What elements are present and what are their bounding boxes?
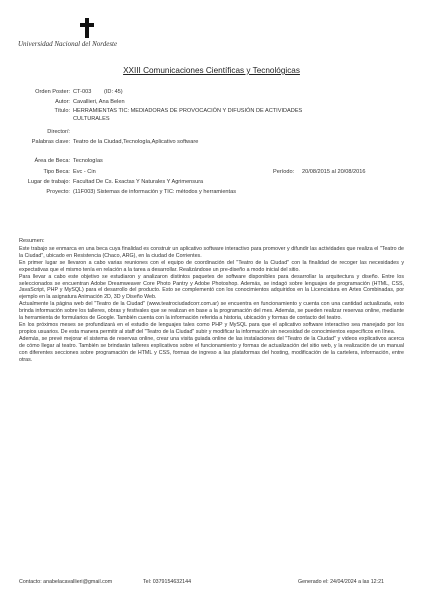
label-palabras-clave: Palabras clave:	[31, 139, 70, 145]
value-palabras-clave: Teatro de la Ciudad,Tecnología,Aplicativo software	[73, 139, 199, 145]
label-autor: Autor:	[55, 99, 70, 105]
university-header	[18, 18, 238, 58]
label-periodo: Período:	[273, 169, 295, 175]
field-orden	[0, 89, 423, 96]
abstract-paragraph: Para llevar a cabo este objetivo se estudiaron y analizaron distintos paquetes de software disponibles para desarrollar la arquitectura y diseño. Entre los seleccionados se encuentran Adobe Dreamweaver Core Photo Pantry y Adobe Photoshop. Además, se indagó sobre lenguajes de programación (HTML, CSS, JavaScript, PHP y MySQL) para el desarrollo del producto. Esto se complementó con los conocimientos adquiridos en la Licenciatura en Artes Combinadas, por ejemplo en la asignatura Animación 2D, 3D y Diseño Web.	[19, 273, 404, 301]
university-name: Universidad Nacional del Nordeste	[18, 40, 118, 48]
abstract-paragraph: En los próximos meses se profundizará en el estudio de lenguajes tales como PHP y MySQL para que el aplicativo software interactivo sea manejado por los propios usuarios. De esta manera permitir al staff del "Teatro de la Ciudad" subir y modificar la información sin necesidad de conocimientos específicos en línea.	[19, 321, 404, 335]
field-proyecto	[0, 189, 423, 196]
field-autor	[0, 99, 423, 106]
field-palabras-clave	[0, 139, 423, 146]
label-director: Director/:	[47, 129, 70, 135]
university-crest-icon	[80, 18, 94, 38]
value-lugar-trabajo: Facultad De Cs. Exactas Y Naturales Y Agrimensura	[73, 179, 204, 185]
footer-phone: Tel: 0379154632144	[143, 579, 192, 585]
value-tipo-beca: Evc - Cin	[73, 169, 96, 175]
value-proyecto: (11F003) Sistemas de información y TIC: métodos y herramientas	[73, 189, 237, 195]
value-titulo-line2: CULTURALES	[73, 116, 110, 122]
label-tipo-beca: Tipo Beca:	[43, 169, 70, 175]
field-tipo-beca	[0, 169, 423, 176]
footer-generated: Generado el: 24/04/2024 a las 12:21	[298, 579, 384, 585]
label-area-beca: Área de Beca:	[34, 158, 70, 164]
label-orden: Orden Poster:	[35, 89, 70, 95]
value-titulo-line1: HERRAMIENTAS TIC: MEDIADORAS DE PROVOCACIÓN Y DIFUSIÓN DE ACTIVIDADES	[73, 108, 303, 114]
abstract-heading: Resumen:	[19, 238, 45, 244]
abstract-paragraph: Actualmente la página web del "Teatro de la Ciudad" (www.teatrociudadcorr.com.ar) se encuentra en funcionamiento y cuenta con una cantidad actualizada, esto brinda información sobre los talleres, obras y festivales que se realizan en base a la programación del mes. Además, se pueden realizar reservas online, mediante la herramienta de formularios de Google. También cuenta con la información referida a historia, ubicación y formas de contacto del teatro.	[19, 301, 404, 322]
label-lugar-trabajo: Lugar de trabajo:	[27, 179, 70, 185]
value-area-beca: Tecnologías	[73, 158, 103, 164]
document-title: XXIII Comunicaciones Científicas y Tecnológicas	[123, 66, 300, 75]
abstract-paragraph: En primer lugar se llevaron a cabo varias reuniones con el equipo de coordinación del "Teatro de la Ciudad" con la finalidad de recoger las necesidades y expectativas que el mismo tenía en relación a la tarea a desarrollar. Realizándose un pre-diseño a modo inicial del sitio.	[19, 259, 404, 273]
field-director	[0, 129, 423, 136]
value-periodo: 20/08/2015 al 20/08/2016	[302, 169, 366, 175]
abstract-body	[19, 246, 404, 363]
label-titulo: Título:	[54, 108, 70, 114]
footer-contact: Contacto: anabelacavallieri@gmail.com	[19, 579, 113, 585]
value-orden: CT-003	[73, 89, 92, 95]
abstract-paragraph: Este trabajo se enmarca en una beca cuya finalidad es construir un aplicativo software interactivo para promover y difundir las actividades que realiza el "Teatro de la Ciudad", ubicado en Resistencia (Chaco, ARG), en la ciudad de Corrientes.	[19, 246, 404, 259]
field-lugar-trabajo	[0, 179, 423, 186]
label-proyecto: Proyecto:	[46, 189, 70, 195]
field-area-beca	[0, 158, 423, 165]
value-autor: Cavallieri, Ana Belen	[73, 99, 125, 105]
value-orden-id: (ID: 45)	[104, 89, 123, 95]
abstract-paragraph: Además, se prevé mejorar el sistema de reservas online, crear una visita guiada online de las instalaciones del "Teatro de la Ciudad" y videos explicativos acerca de cómo llegar al teatro. También se brindarán talleres explicativos sobre el funcionamiento y formas de actualización del sitio web, y la realización de un manual con diferentes secciones sobre programación de HTML y CSS, formas de ingreso a las plataformas del hosting, modificación de la cartelera, información, entre otras.	[19, 335, 404, 363]
field-titulo	[0, 108, 423, 122]
